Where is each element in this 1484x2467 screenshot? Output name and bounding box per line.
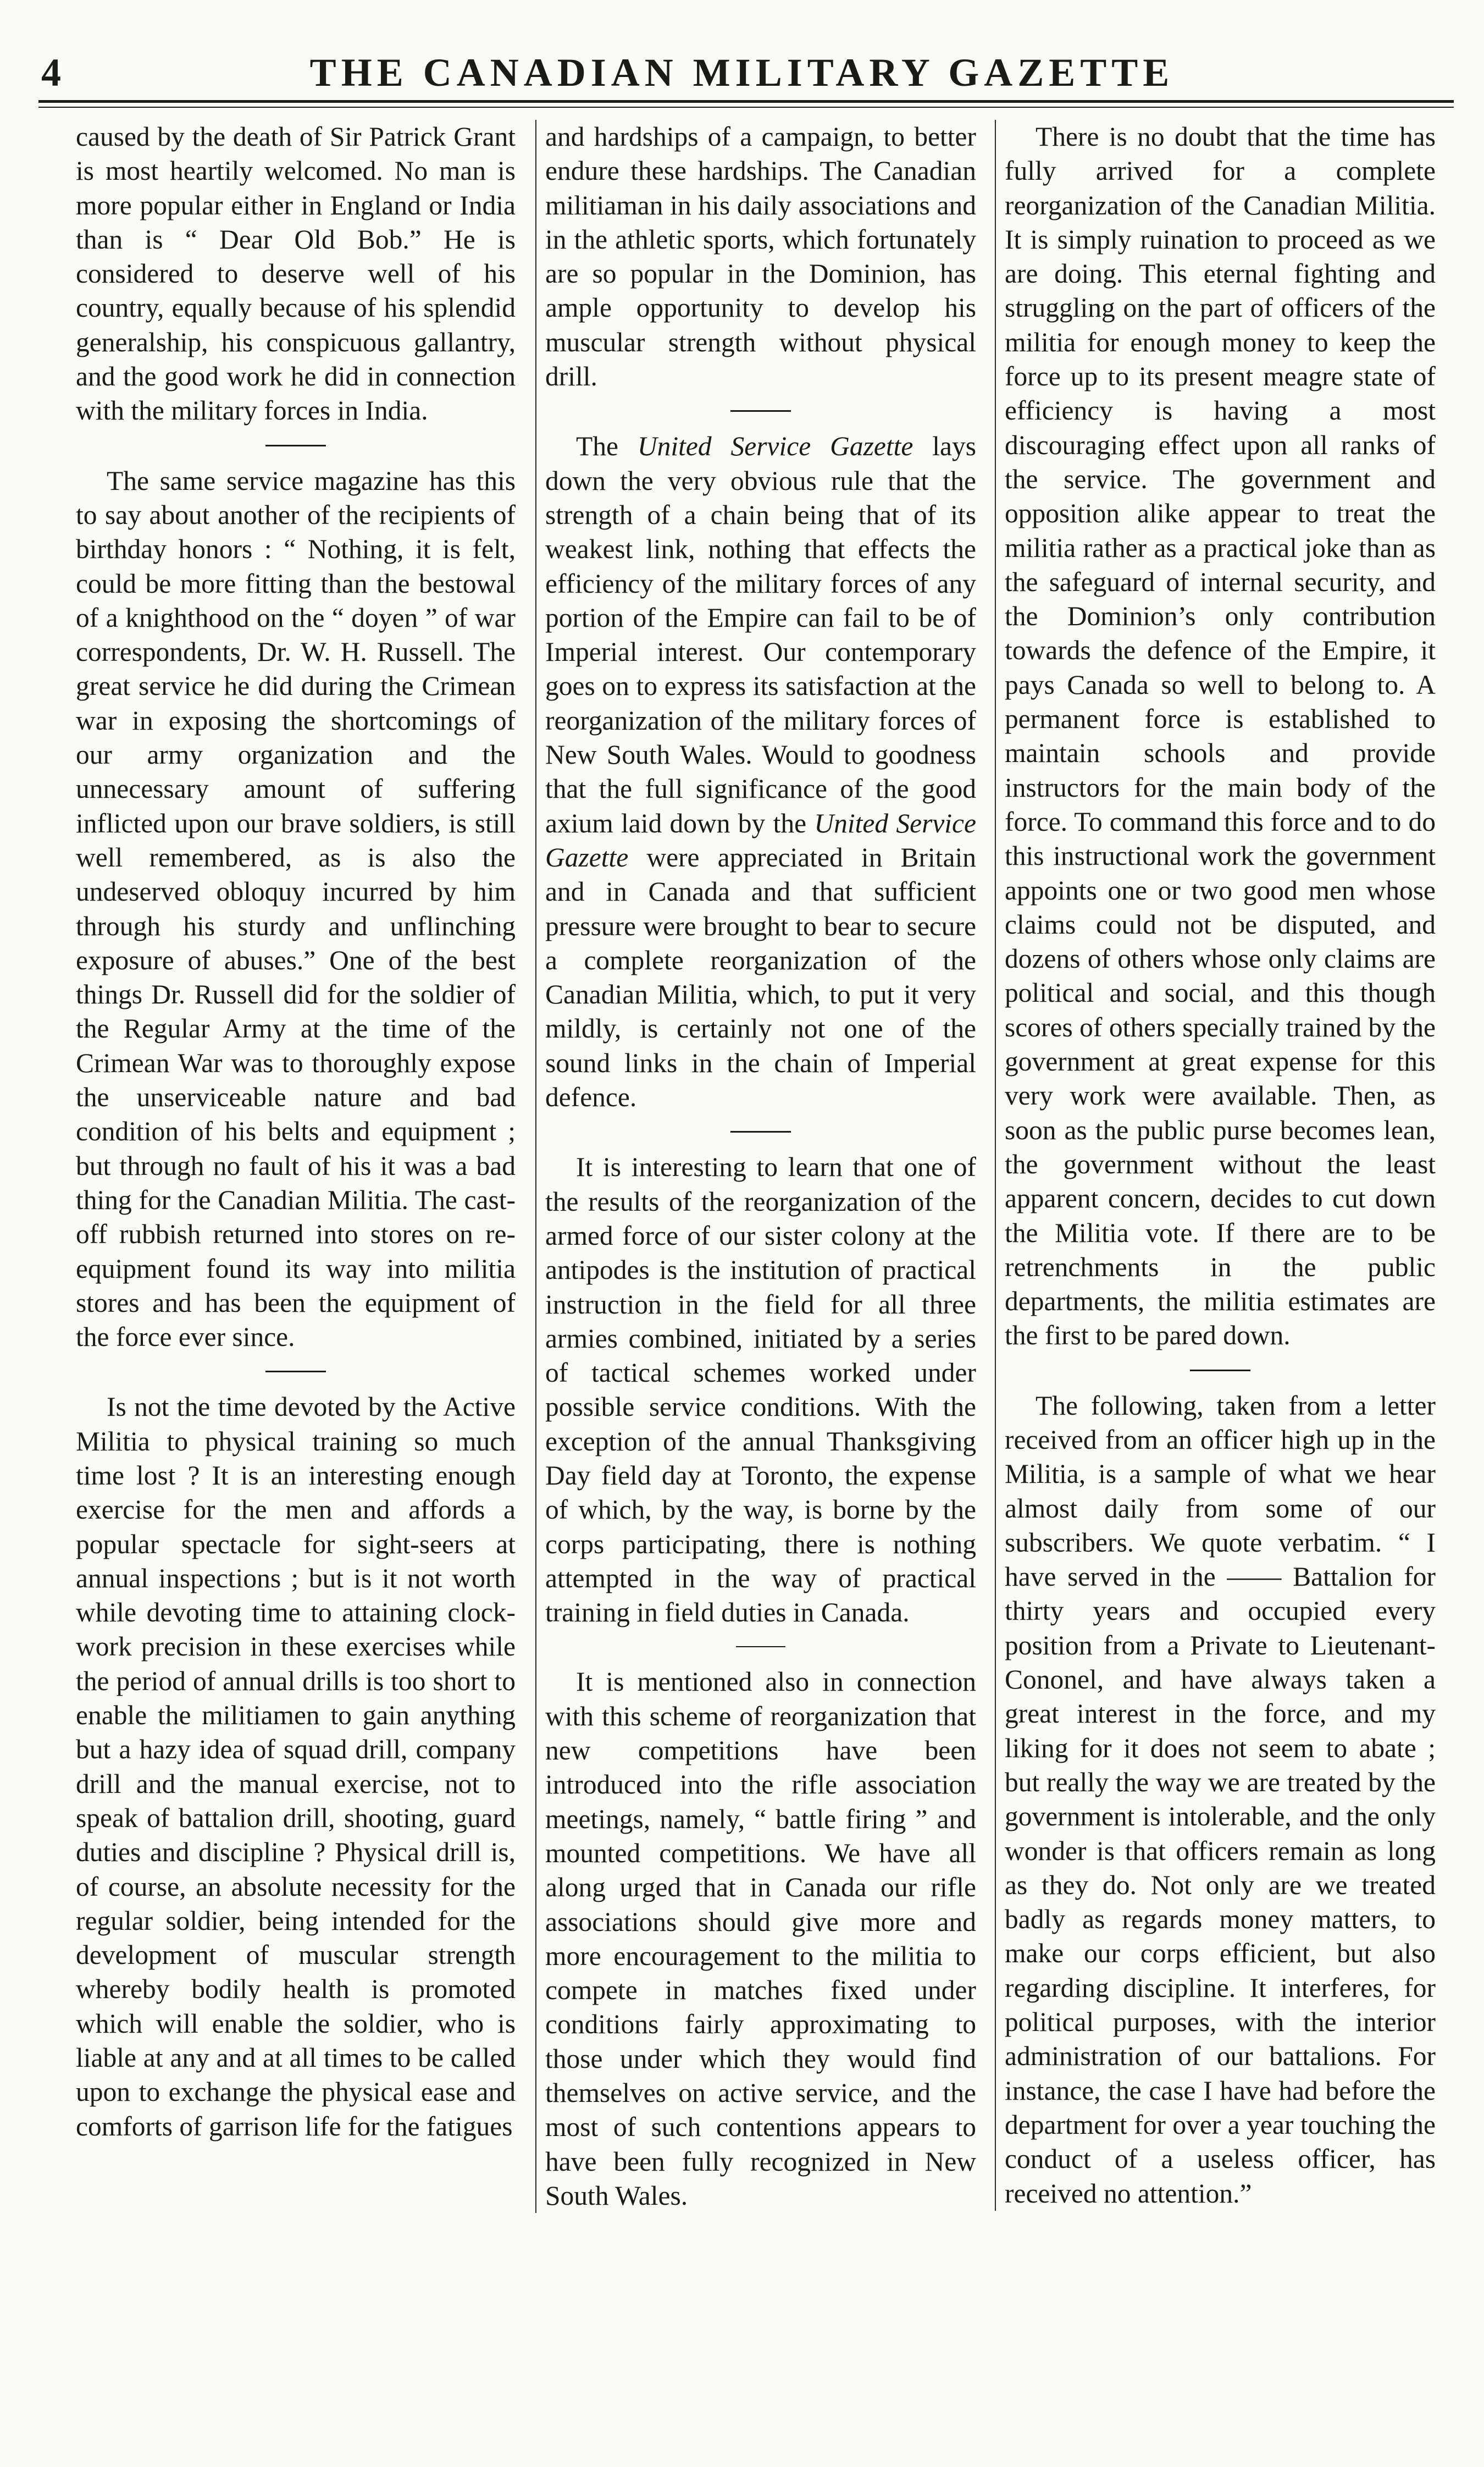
- section-divider: [730, 1131, 791, 1133]
- continued-paragraph: [545, 120, 976, 394]
- article-paragraph: [545, 1665, 976, 2213]
- section-divider: [265, 445, 326, 446]
- header-rule-thin: [38, 107, 1454, 108]
- paragraph-text: The: [576, 431, 638, 462]
- article-column-1: [76, 120, 516, 2144]
- article-paragraph: [1005, 120, 1436, 1353]
- paragraph-text: It is mentioned also in connection with this scheme of reorganization that new competitions have been introduced into the rifle association meetings, namely, “ battle firing ” and mounted competitions. We have all along urged that in Canada our rifle associations should give more and more encouragement to the militia to compete in matches fixed under conditions fairly approximating to those under which they would find themselves on active service, and the most of such contentions appears to have been fully recognized in New South Wales.: [545, 1666, 976, 2211]
- continued-paragraph: [76, 120, 516, 428]
- article-column-2: [535, 120, 976, 2213]
- article-paragraph: [1005, 1389, 1436, 2211]
- paragraph-text: It is interesting to learn that one of the results of the reorganization of the armed force of our sister colony at the antipodes is the institution of practical instruction in the field for all three armies combined, initiated by a series of tactical schemes worked under possible service conditions. With the exception of the annual Thanksgiving Day field day at Toronto, the expense of which, by the way, is borne by the corps participating, there is nothing attempted in the way of practical training in field duties in Canada.: [545, 1152, 976, 1628]
- publication-title: United Service Gazette: [637, 431, 913, 462]
- section-divider: [265, 1371, 326, 1372]
- section-divider: [730, 410, 791, 412]
- section-divider: [1190, 1370, 1250, 1371]
- header-rule-thick: [38, 100, 1454, 103]
- section-divider: [736, 1646, 785, 1647]
- publication-title: United Service Gazette: [545, 808, 976, 873]
- paragraph-text: caused by the death of Sir Patrick Grant is most heartily welcomed. No man is more popular either in England or India than is “ Dear Old Bob.” He is considered to deserve well of his country, equally because of his splendid generalship, his conspicuous gallantry, and the good work he did in connection with the military forces in India.: [76, 122, 516, 426]
- paragraph-text: The same service magazine has this to say about another of the recipients of birthday honors : “ Nothing, it is felt, could be more fitting than the bestowal of a knighthood on the “ doyen ” of war correspondents, Dr. W. H. Russell. The great service he did during the Crimean war in exposing the shortcomings of our army organization and the unnecessary amount of suffering inflicted upon our brave soldiers, is still well remembered, as is also the undeserved obloquy incurred by him through his sturdy and unflinching exposure of abuses.” One of the best things Dr. Russell did for the soldier of the Regular Army at the time of the Crimean War was to thoroughly expose the unserviceable nature and bad condition of his belts and equipment ; but through no fault of his it was a bad thing for the Canadian Militia. The cast-off rubbish returned into stores on re-equipment found its way into militia stores and has been the equipment of the force ever since.: [76, 465, 516, 1353]
- paragraph-text: The following, taken from a letter received from an officer high up in the Militia, is a sample of what we hear almost daily from some of our subscribers. We quote verbatim. “ I have served in the —— Battalion for thirty years and occupied every position from a Private to Lieutenant-Cononel, and have always taken a great interest in the force, and my liking for it does not seem to abate ; but really the way we are treated by the government is intolerable, and the only wonder is that officers remain as long as they do. Not only are we treated badly as regards money matters, to make our corps efficient, but also regarding discipline. It interferes, for political purposes, with the interior administration of our battalions. For instance, the case I have had before the department for over a year touching the conduct of a useless officer, has received no attention.”: [1005, 1390, 1436, 2209]
- article-paragraph: [76, 1390, 516, 2144]
- article-column-3: [995, 120, 1436, 2211]
- masthead-title: THE CANADIAN MILITARY GAZETTE: [309, 51, 1175, 95]
- page-number: 4: [41, 51, 61, 95]
- article-paragraph: [545, 1150, 976, 1630]
- article-paragraph: [76, 464, 516, 1355]
- paragraph-text: There is no doubt that the time has fully arrived for a complete reorganization of the Canadian Militia. It is simply ruination to proceed as we are doing. This eternal fighting and struggling on the part of officers of the militia for enough money to keep the force up to its present meagre state of efficiency is having a most discouraging effect upon all ranks of the service. The government and opposition alike appear to treat the militia rather as a practical joke than as the safeguard of internal security, and the Dominion’s only contribution towards the defence of the Empire, it pays Canada so well to belong to. A permanent force is established to maintain schools and provide instructors for the main body of the force. To command this force and to do this instructional work the government appoints one or two good men whose claims could not be disputed, and dozens of others whose only claims are political and social, and this though scores of others specially trained by the government at great expense for this very work were available. Then, as soon as the public purse becomes lean, the government without the least apparent concern, decides to cut down the Militia vote. If there are to be retrenchments in the public departments, the militia estimates are the first to be pared down.: [1005, 122, 1436, 1351]
- paragraph-text: Is not the time devoted by the Active Militia to physical training so much time lost ? It is an interesting enough exercise for the men and affords a popular spectacle for sight-seers at annual inspections ; but is it not worth while devoting time to attaining clock-work precision in these exercises while the period of annual drills is too short to enable the militiamen to gain anything but a hazy idea of squad drill, company drill and the manual exercise, not to speak of battalion drill, shooting, guard duties and discipline ? Physical drill is, of course, an absolute necessity for the regular soldier, being intended for the development of muscular strength whereby bodily health is promoted which will enable the soldier, who is liable at any and at all times to be called upon to exchange the physical ease and comforts of garrison life for the fatigues: [76, 1392, 516, 2142]
- article-paragraph: [545, 429, 976, 1114]
- paragraph-text: lays down the very obvious rule that the strength of a chain being that of its weakest link, nothing that effects the efficiency of the military forces of any portion of the Empire can fail to be of Imperial interest. Our contemporary goes on to express its satisfaction at the reorganization of the military forces of New South Wales. Would to goodness that the full significance of the good axium laid down by the: [545, 431, 976, 838]
- paragraph-text: and hardships of a campaign, to better endure these hardships. The Canadian militiaman in his daily associations and in the athletic sports, which fortunately are so popular in the Dominion, has ample opportunity to develop his muscular strength without physical drill.: [545, 122, 976, 392]
- paragraph-text: were appreciated in Britain and in Canada and that sufficient pressure were brought to bear to secure a complete reorganization of the Canadian Militia, which, to put it very mildly, is certainly not one of the sound links in the chain of Imperial defence.: [545, 842, 976, 1113]
